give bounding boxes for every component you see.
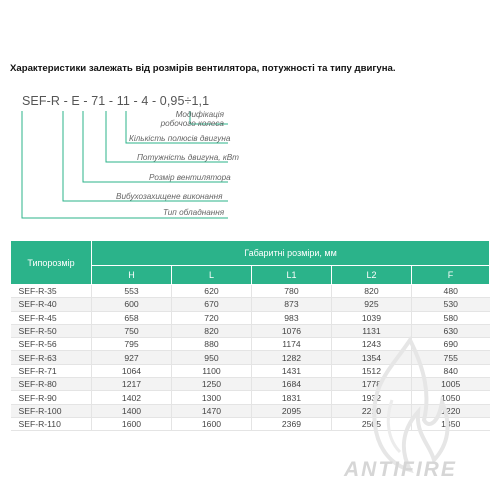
row-type: SEF-R-50 xyxy=(11,324,92,337)
legend-type: Тип обладнання xyxy=(163,208,225,217)
table-row xyxy=(11,311,490,324)
table-cell: 1400 xyxy=(92,404,172,417)
dimensions-table xyxy=(10,240,490,431)
table-cell: 1402 xyxy=(92,391,172,404)
table-cell: 1131 xyxy=(331,324,411,337)
table-cell: 1217 xyxy=(92,378,172,391)
row-type: SEF-R-35 xyxy=(11,285,92,298)
table-cell: 1350 xyxy=(411,417,489,430)
legend-impeller: Модифікація робочого колеса xyxy=(160,110,224,128)
dimensions-header: Габаритні розміри, мм xyxy=(92,241,490,266)
type-header: Типорозмір xyxy=(11,241,92,285)
table-cell: 927 xyxy=(92,351,172,364)
table-cell: 750 xyxy=(92,324,172,337)
table-row xyxy=(11,298,490,311)
column-header: L2 xyxy=(331,266,411,285)
table-cell: 553 xyxy=(92,285,172,298)
watermark-logo: ANTIFIRE xyxy=(344,458,457,481)
table-row xyxy=(11,338,490,351)
table-cell: 1354 xyxy=(331,351,411,364)
table-cell: 2369 xyxy=(251,417,331,430)
table-cell: 630 xyxy=(411,324,489,337)
table-cell: 1050 xyxy=(411,391,489,404)
table-cell: 2210 xyxy=(331,404,411,417)
table-cell: 1600 xyxy=(171,417,251,430)
row-type: SEF-R-40 xyxy=(11,298,92,311)
table-cell: 820 xyxy=(331,285,411,298)
column-header: L xyxy=(171,266,251,285)
intro-text: Характеристики залежать від розмірів вентилятора, потужності та типу двигуна. xyxy=(10,63,396,74)
table-cell: 880 xyxy=(171,338,251,351)
table-cell: 1300 xyxy=(171,391,251,404)
table-cell: 720 xyxy=(171,311,251,324)
column-header: H xyxy=(92,266,172,285)
table-cell: 1282 xyxy=(251,351,331,364)
row-type: SEF-R-100 xyxy=(11,404,92,417)
table-cell: 1778 xyxy=(331,378,411,391)
table-cell: 780 xyxy=(251,285,331,298)
table-cell: 530 xyxy=(411,298,489,311)
table-row xyxy=(11,364,490,377)
table-cell: 983 xyxy=(251,311,331,324)
table-cell: 620 xyxy=(171,285,251,298)
table-cell: 480 xyxy=(411,285,489,298)
table-cell: 1512 xyxy=(331,364,411,377)
table-cell: 1220 xyxy=(411,404,489,417)
legend-power: Потужність двигуна, кВт xyxy=(137,153,240,162)
table-cell: 1831 xyxy=(251,391,331,404)
row-type: SEF-R-80 xyxy=(11,378,92,391)
legend-poles-label: Кількість полюсів двигуна xyxy=(129,134,231,143)
legend-explosion: Вибухозахищене виконання xyxy=(116,192,223,201)
row-type: SEF-R-63 xyxy=(11,351,92,364)
table-cell: 658 xyxy=(92,311,172,324)
table-cell: 670 xyxy=(171,298,251,311)
table-cell: 1243 xyxy=(331,338,411,351)
table-cell: 1600 xyxy=(92,417,172,430)
row-type: SEF-R-45 xyxy=(11,311,92,324)
table-cell: 925 xyxy=(331,298,411,311)
table-cell: 690 xyxy=(411,338,489,351)
table-cell: 1932 xyxy=(331,391,411,404)
table-cell: 755 xyxy=(411,351,489,364)
table-cell: 2505 xyxy=(331,417,411,430)
table-cell: 1100 xyxy=(171,364,251,377)
row-type: SEF-R-56 xyxy=(11,338,92,351)
table-cell: 795 xyxy=(92,338,172,351)
table-cell: 1005 xyxy=(411,378,489,391)
table-cell: 1064 xyxy=(92,364,172,377)
legend-size: Розмір вентилятора xyxy=(149,173,231,182)
row-type: SEF-R-90 xyxy=(11,391,92,404)
table-cell: 1250 xyxy=(171,378,251,391)
row-type: SEF-R-110 xyxy=(11,417,92,430)
table-cell: 580 xyxy=(411,311,489,324)
table-row xyxy=(11,378,490,391)
table-row xyxy=(11,324,490,337)
table-cell: 1431 xyxy=(251,364,331,377)
table-cell: 950 xyxy=(171,351,251,364)
table-row xyxy=(11,391,490,404)
table-cell: 1470 xyxy=(171,404,251,417)
table-cell: 1076 xyxy=(251,324,331,337)
table-cell: 2095 xyxy=(251,404,331,417)
table-cell: 1039 xyxy=(331,311,411,324)
code-legend-diagram xyxy=(0,0,500,240)
model-code: SEF-R - E - 71 - 11 - 4 - 0,95÷1,1 xyxy=(22,94,210,108)
table-cell: 1684 xyxy=(251,378,331,391)
table-cell: 1174 xyxy=(251,338,331,351)
table-row xyxy=(11,351,490,364)
column-header: L1 xyxy=(251,266,331,285)
table-cell: 873 xyxy=(251,298,331,311)
table-cell: 600 xyxy=(92,298,172,311)
table-cell: 820 xyxy=(171,324,251,337)
table-cell: 840 xyxy=(411,364,489,377)
table-row xyxy=(11,417,490,430)
table-row xyxy=(11,285,490,298)
column-header: F xyxy=(411,266,489,285)
row-type: SEF-R-71 xyxy=(11,364,92,377)
table-row xyxy=(11,404,490,417)
